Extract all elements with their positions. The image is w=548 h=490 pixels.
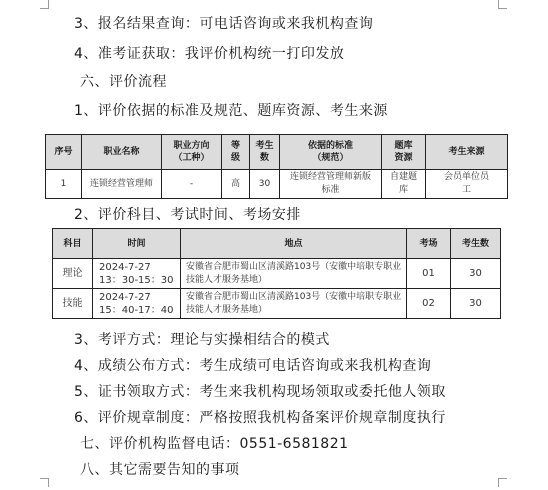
header-cell: 职业名称 (82, 135, 162, 170)
paragraph-evaluation-basis: 1、评价依据的标准及规范、题库资源、考生来源 (74, 103, 388, 119)
section-heading-evaluation-process: 六、评价流程 (80, 74, 167, 90)
cell-standard: 连锁经营管理师新版标准 (280, 170, 382, 199)
header-cell: 序号 (46, 135, 82, 170)
cell-index: 1 (46, 170, 82, 199)
cell-candidate-source: 会员单位员工 (426, 170, 508, 199)
evaluation-basis-table (45, 134, 508, 199)
exam-schedule-table (52, 228, 501, 319)
cell-direction: - (162, 170, 222, 199)
page-corner-mark (498, 0, 507, 9)
cell-level: 高 (222, 170, 250, 199)
table-row (53, 289, 501, 319)
cell-location: 安徽省合肥市蜀山区清溪路103号（安徽中培职专职业技能人才服务基地） (181, 259, 407, 289)
header-cell: 依据的标准 （规范） (280, 135, 382, 170)
table-row (46, 170, 508, 199)
table-header-row (53, 229, 501, 259)
header-cell: 等 级 (222, 135, 250, 170)
cell-candidate-count: 30 (451, 289, 501, 319)
cell-room: 01 (407, 259, 451, 289)
header-cell: 职业方向 （工种） (162, 135, 222, 170)
paragraph-score-announcement: 4、成绩公布方式：考生成绩可电话咨询或来我机构查询 (74, 358, 432, 374)
paragraph-exam-arrangement: 2、评价科目、考试时间、考场安排 (74, 207, 301, 223)
cell-location: 安徽省合肥市蜀山区清溪路103号（安徽中培职专职业技能人才服务基地） (181, 289, 407, 319)
table-row (53, 259, 501, 289)
cell-subject: 技能 (53, 289, 93, 319)
cell-subject: 理论 (53, 259, 93, 289)
header-cell: 题库 资源 (382, 135, 426, 170)
paragraph-regulations: 6、评价规章制度：严格按照我机构备案评价规章制度执行 (74, 410, 446, 426)
header-cell: 地点 (181, 229, 407, 259)
cell-question-bank: 自建题库 (382, 170, 426, 199)
header-cell: 时间 (93, 229, 181, 259)
page-corner-mark (40, 0, 49, 9)
header-cell: 科目 (53, 229, 93, 259)
paragraph-admission-ticket: 4、准考证获取：我评价机构统一打印发放 (74, 46, 345, 62)
table-header-row (46, 135, 508, 170)
cell-time: 2024-7-27 15：40-17：40 (93, 289, 181, 319)
header-cell: 考场 (407, 229, 451, 259)
cell-room: 02 (407, 289, 451, 319)
section-heading-supervision-phone: 七、评价机构监督电话：0551-6581821 (80, 436, 349, 452)
page-corner-mark (40, 478, 49, 487)
paragraph-certificate-collection: 5、证书领取方式：考生来我机构现场领取或委托他人领取 (74, 384, 446, 400)
cell-time: 2024-7-27 13：30-15：30 (93, 259, 181, 289)
header-cell: 考生数 (451, 229, 501, 259)
page-corner-mark (498, 478, 507, 487)
header-cell: 考生来源 (426, 135, 508, 170)
paragraph-assessment-method: 3、考评方式：理论与实操相结合的模式 (74, 332, 330, 348)
paragraph-registration-query: 3、报名结果查询：可电话咨询或来我机构查询 (74, 16, 374, 32)
cell-candidate-count: 30 (250, 170, 280, 199)
cell-occupation: 连锁经营管理师 (82, 170, 162, 199)
cell-candidate-count: 30 (451, 259, 501, 289)
header-cell: 考生 数 (250, 135, 280, 170)
section-heading-other-notices: 八、其它需要告知的事项 (80, 462, 240, 478)
